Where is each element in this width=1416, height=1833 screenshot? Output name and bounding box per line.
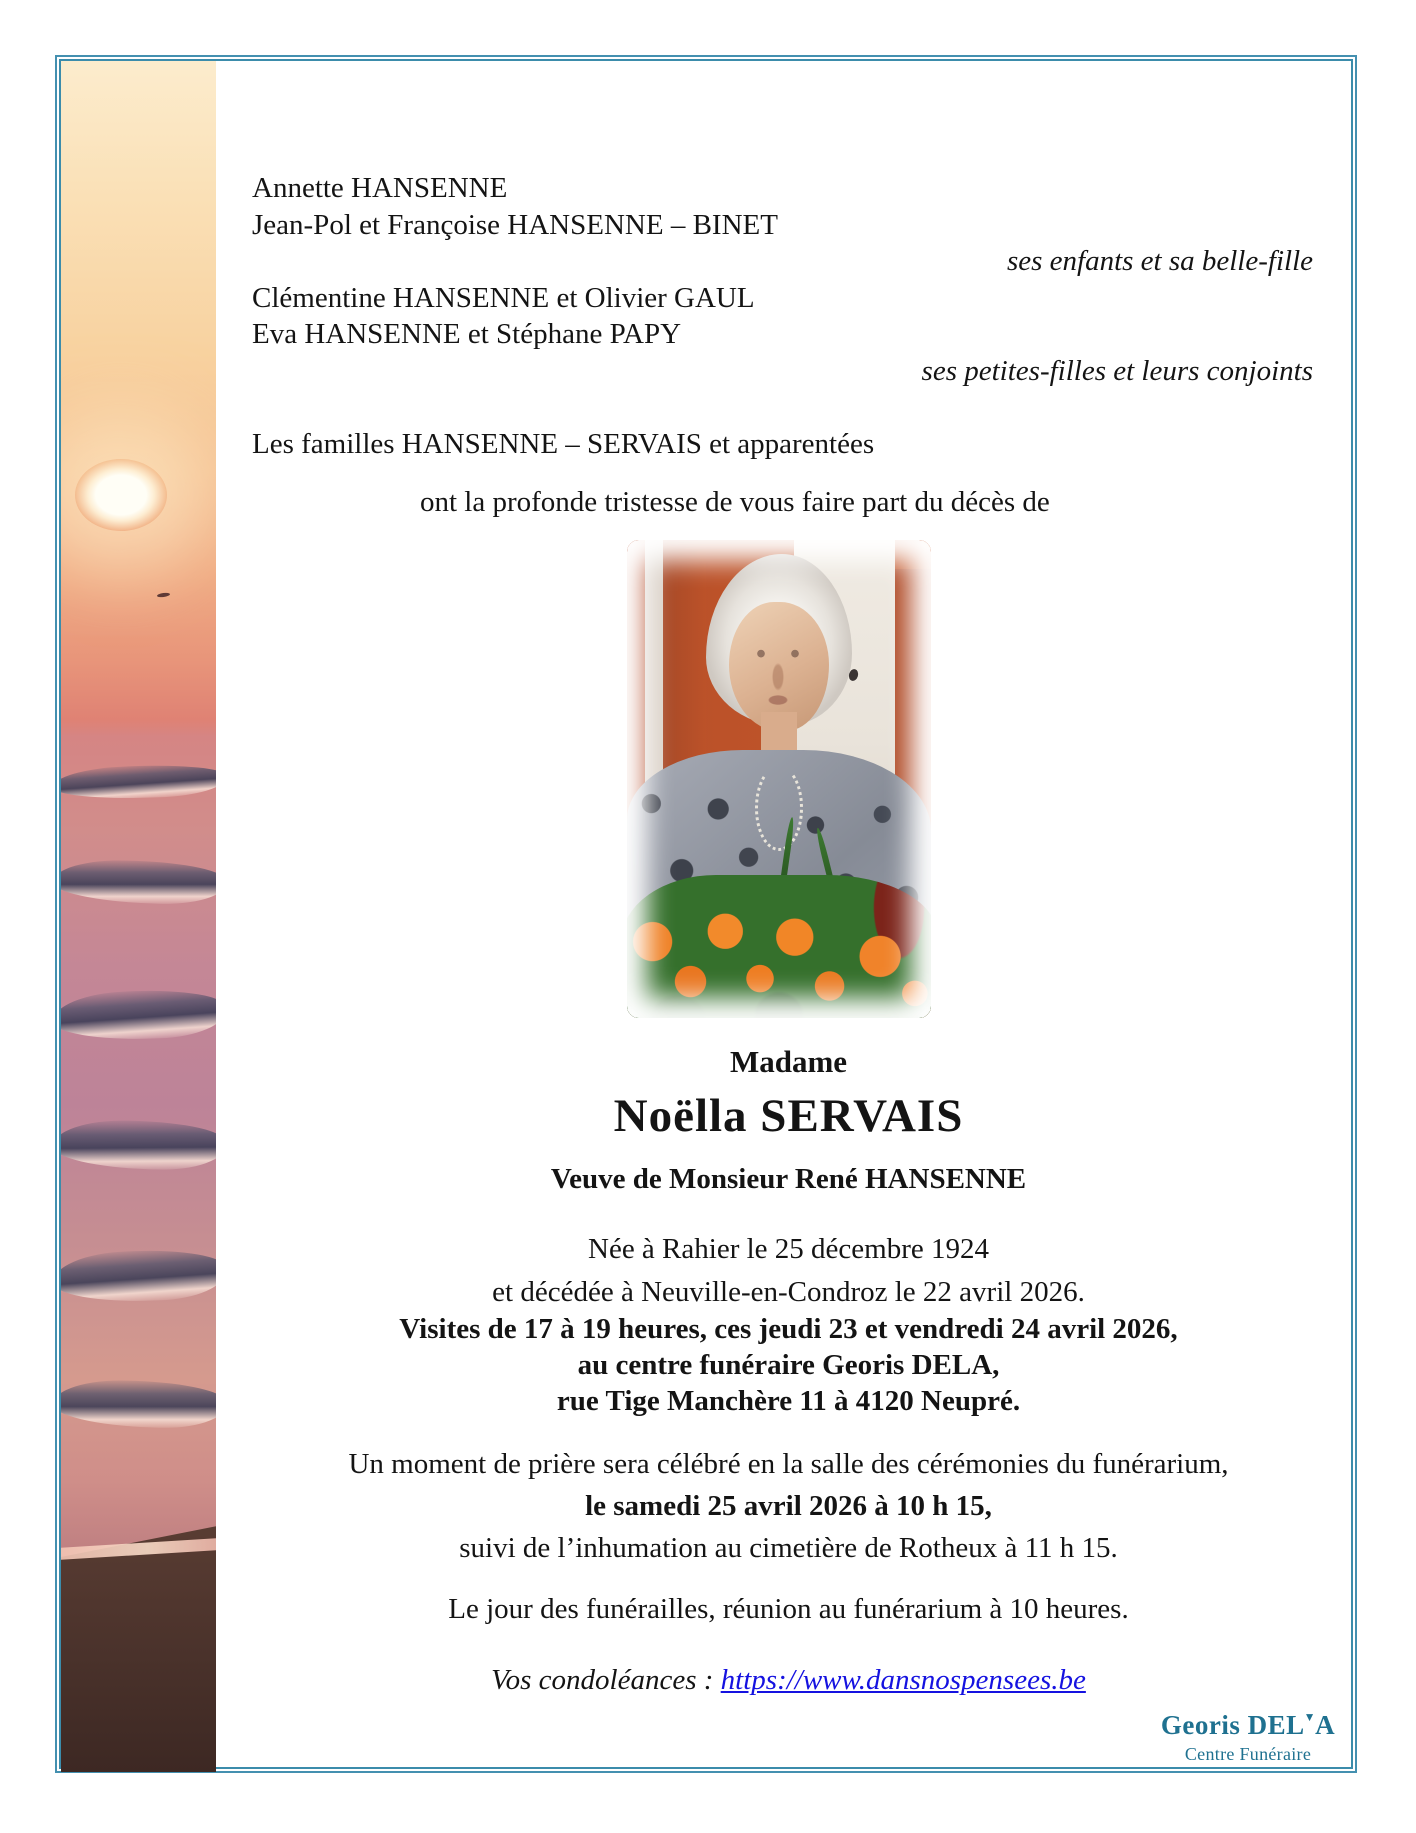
logo-triangle-mark-icon: ▼ xyxy=(1303,1710,1317,1724)
widow-line: Veuve de Monsieur René HANSENNE xyxy=(550,1163,1027,1195)
deceased-title: Madame xyxy=(729,1044,848,1079)
child-name-line: Jean-Pol et Françoise HANSENNE – BINET xyxy=(252,208,778,241)
ocean-wave xyxy=(61,858,216,906)
logo-text-end: A xyxy=(1315,1710,1336,1740)
condolences-label: Vos condoléances xyxy=(491,1664,697,1696)
visits-place-line: au centre funéraire Georis DELA, xyxy=(577,1349,1000,1381)
death-line: et décédée à Neuville-en-Condroz le 22 avril 2026. xyxy=(492,1276,1085,1308)
photo-feathered-edge xyxy=(627,540,931,1018)
funeral-home-logo-wordmark xyxy=(1158,1702,1338,1740)
burial-line: suivi de l’inhumation au cimetière de Rotheux à 11 h 15. xyxy=(459,1532,1118,1564)
grandchildren-relation-caption: ses petites-filles et leurs conjoints xyxy=(921,354,1313,387)
funeral-day-line: Le jour des funérailles, réunion au funérarium à 10 heures. xyxy=(448,1593,1129,1625)
ocean-wave xyxy=(61,763,216,801)
ceremony-intro-line: Un moment de prière sera célébré en la salle des cérémonies du funérarium, xyxy=(348,1448,1229,1480)
child-name-line: Annette HANSENNE xyxy=(252,172,508,204)
birth-death-block xyxy=(216,1228,1361,1314)
sunset-ocean-side-photo xyxy=(61,61,216,1772)
ocean-wave xyxy=(61,988,216,1042)
funeral-home-logo xyxy=(1158,1702,1338,1765)
families-line: Les familles HANSENNE – SERVAIS et apparentées xyxy=(252,428,875,460)
ceremony-date-line: le samedi 25 avril 2026 à 10 h 15, xyxy=(585,1490,992,1522)
deceased-portrait-photo xyxy=(627,540,931,1018)
sun-in-sky xyxy=(75,459,167,531)
ceremony-block xyxy=(216,1443,1361,1569)
bird-silhouette xyxy=(157,592,170,598)
announcement-intro-line: ont la profonde tristesse de vous faire part du décès de xyxy=(420,486,1050,518)
birth-line: Née à Rahier le 25 décembre 1924 xyxy=(588,1233,989,1265)
grandchild-name-line: Clémentine HANSENNE et Olivier GAUL xyxy=(252,281,755,314)
condolences-line xyxy=(216,1662,1361,1698)
visits-schedule-line: Visites de 17 à 19 heures, ces jeudi 23 et vendredi 24 avril 2026, xyxy=(399,1313,1178,1345)
grandchild-name-line: Eva HANSENNE et Stéphane PAPY xyxy=(252,318,682,351)
condolences-link[interactable]: https://www.dansnospensees.be xyxy=(720,1664,1086,1696)
ocean-wave xyxy=(61,1248,216,1304)
visits-block xyxy=(216,1311,1361,1419)
condolences-separator: : xyxy=(696,1664,721,1696)
children-relation-caption: ses enfants et sa belle-fille xyxy=(1006,245,1313,278)
ocean-wave xyxy=(61,1378,216,1430)
visits-address-line: rue Tige Manchère 11 à 4120 Neupré. xyxy=(556,1385,1021,1417)
family-names-block xyxy=(216,170,1361,390)
ocean-wave xyxy=(61,1119,216,1171)
funeral-home-logo-subtitle: Centre Funéraire xyxy=(1184,1744,1312,1764)
deceased-name: Noëlla SERVAIS xyxy=(613,1090,964,1142)
logo-text-start: Georis DEL xyxy=(1160,1710,1305,1740)
